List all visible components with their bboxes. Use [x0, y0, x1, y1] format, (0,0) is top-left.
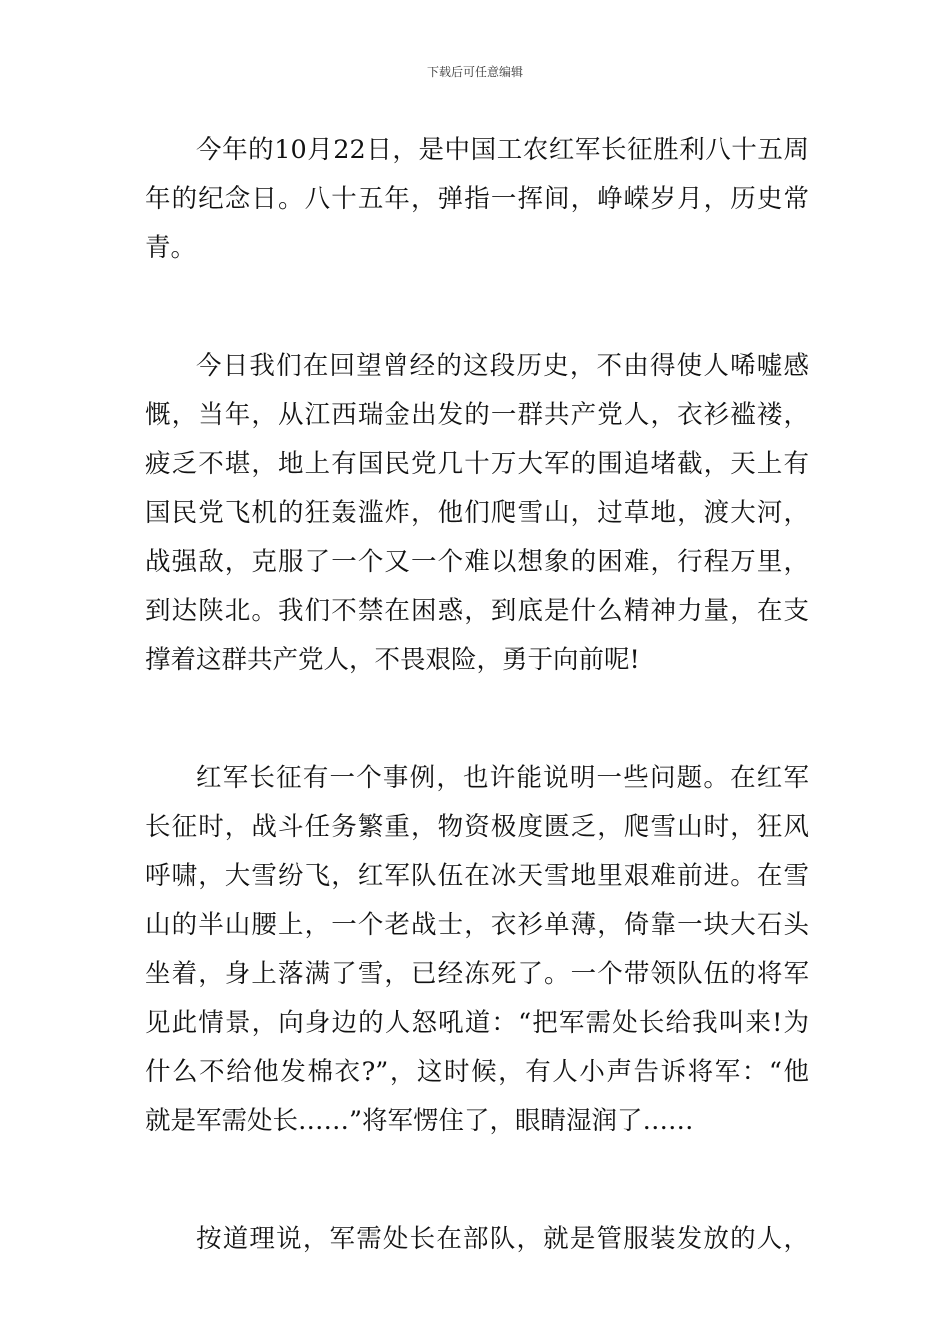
paragraph-3: [145, 754, 809, 1146]
text-line: 长征时，战斗任务繁重，物资极度匮乏，爬雪山时，狂风: [145, 812, 809, 842]
text-line: 按道理说，军需处长在部队，就是管服装发放的人，: [196, 1224, 809, 1254]
document-body: [145, 126, 809, 1333]
text-line: 年的纪念日。八十五年，弹指一挥间，峥嵘岁月，历史常: [145, 184, 809, 214]
paragraph-4: [145, 1215, 809, 1264]
text-line: 今年的10月22日，是中国工农红军长征胜利八十五周: [196, 135, 809, 165]
paragraph-1: [145, 126, 809, 273]
text-line: 红军长征有一个事例，也许能说明一些问题。在红军: [196, 763, 809, 793]
text-line: 呼啸，大雪纷飞，红军队伍在冰天雪地里艰难前进。在雪: [145, 861, 809, 891]
text-line: 今日我们在回望曾经的这段历史，不由得使人唏嘘感: [196, 351, 809, 381]
text-line: 到达陕北。我们不禁在困惑，到底是什么精神力量，在支: [145, 596, 809, 626]
text-line: 什么不给他发棉衣?”，这时候，有人小声告诉将军：“他: [145, 1057, 809, 1087]
text-line: 战强敌，克服了一个又一个难以想象的困难，行程万里，: [145, 547, 809, 577]
paragraph-2: [145, 342, 809, 685]
text-line: 见此情景，向身边的人怒吼道：“把军需处长给我叫来!为: [145, 1008, 809, 1038]
text-line: 坐着，身上落满了雪，已经冻死了。一个带领队伍的将军: [145, 959, 809, 989]
text-line: 慨，当年，从江西瑞金出发的一群共产党人，衣衫褴褛，: [145, 400, 809, 430]
text-line: 青。: [145, 233, 197, 263]
text-line: 国民党飞机的狂轰滥炸，他们爬雪山，过草地，渡大河，: [145, 498, 809, 528]
text-line: 疲乏不堪，地上有国民党几十万大军的围追堵截，天上有: [145, 449, 809, 479]
text-line: 就是军需处长……”将军愣住了，眼睛湿润了……: [145, 1106, 694, 1136]
text-line: 山的半山腰上，一个老战士，衣衫单薄，倚靠一块大石头: [145, 910, 809, 940]
page-header: 下载后可任意编辑: [426, 65, 523, 79]
text-line: 撑着这群共产党人，不畏艰险，勇于向前呢!: [145, 645, 640, 675]
